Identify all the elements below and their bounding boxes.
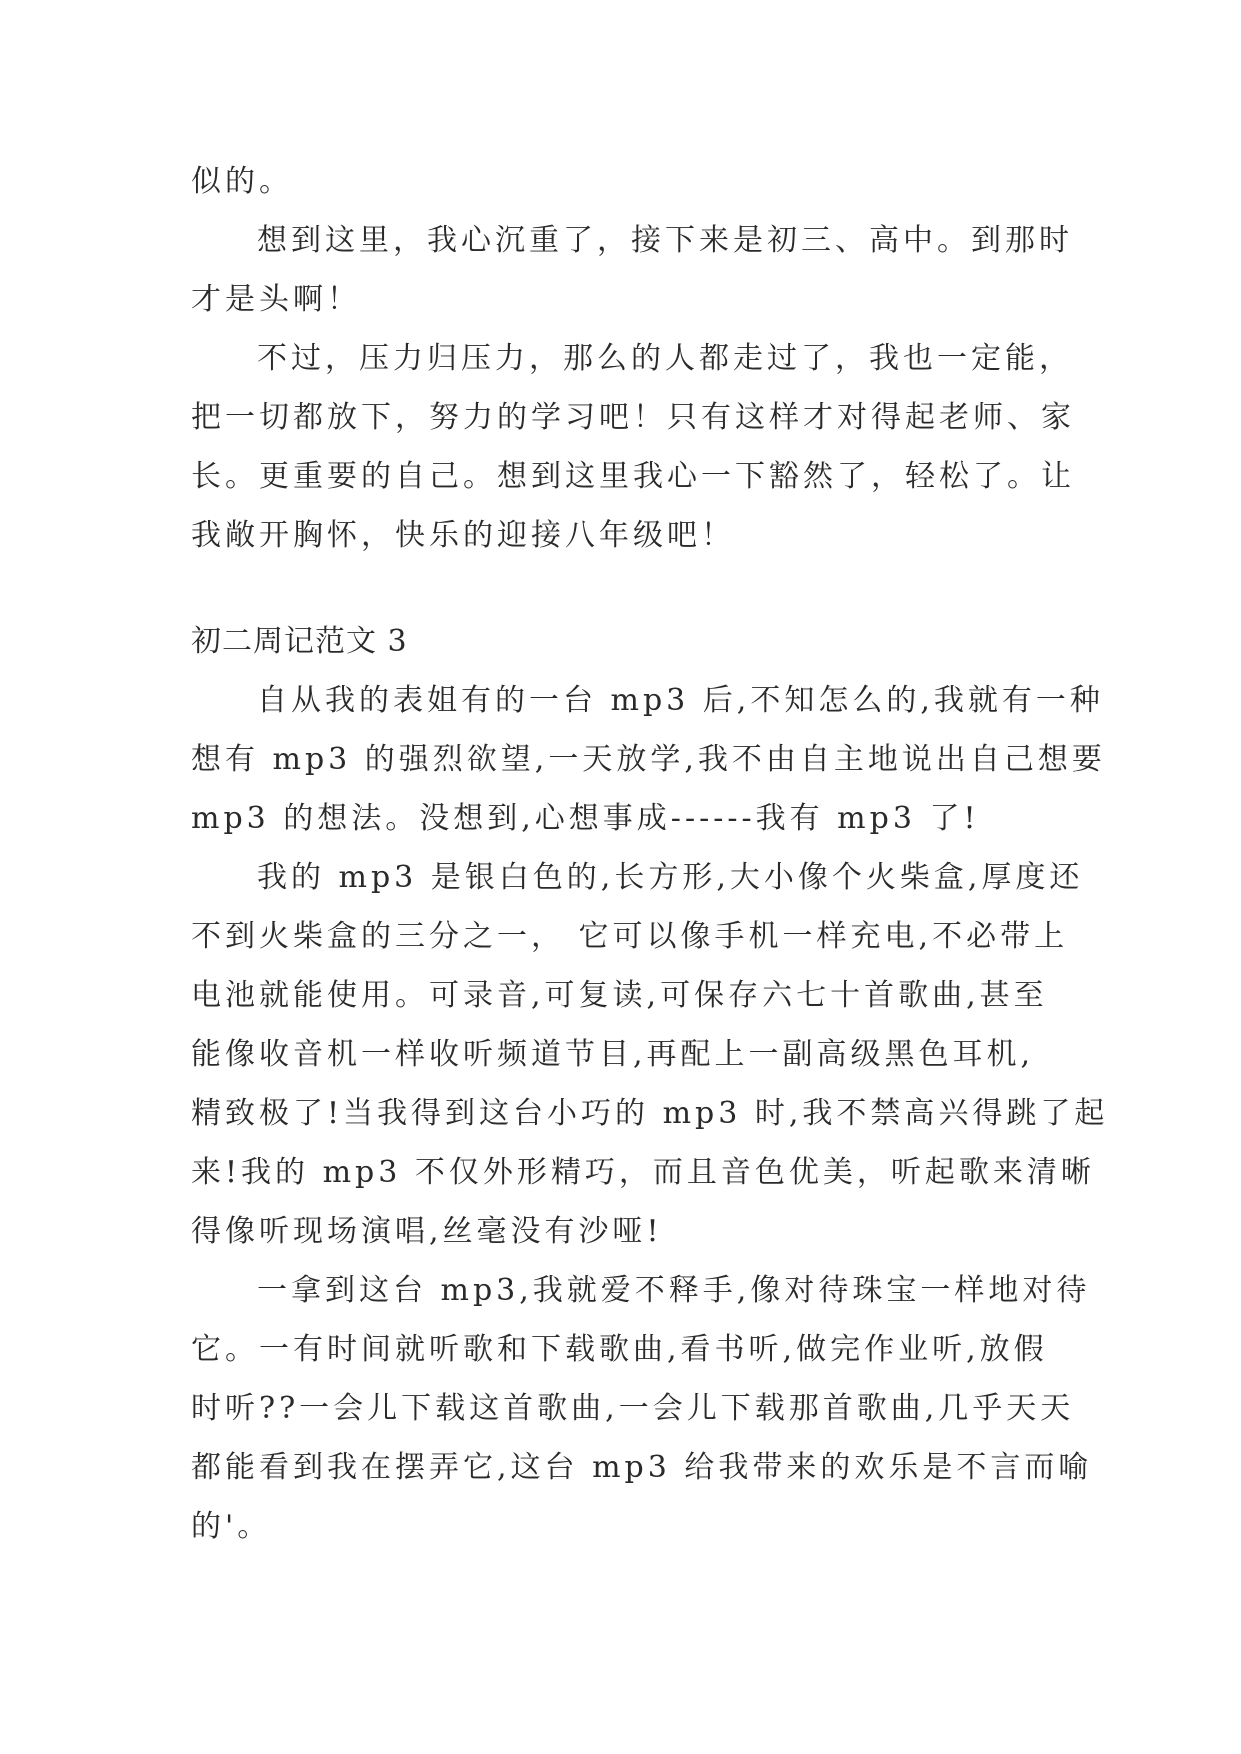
text-line: 似的。 xyxy=(191,164,293,199)
text-line: 想到这里，我心沉重了，接下来是初三、高中。到那时 xyxy=(257,223,1073,258)
text-line: 一拿到这台 mp3,我就爱不释手,像对待珠宝一样地对待 xyxy=(257,1273,1091,1308)
section-title: 初二周记范文 3 xyxy=(191,624,408,659)
text-line: 它。一有时间就听歌和下载歌曲,看书听,做完作业听,放假 xyxy=(191,1332,1048,1367)
text-line: 我的 mp3 是银白色的,长方形,大小像个火柴盒,厚度还 xyxy=(257,860,1084,895)
text-line: 能像收音机一样收听频道节目,再配上一副高级黑色耳机, xyxy=(191,1037,1035,1072)
text-line: mp3 的想法。没想到,心想事成------我有 mp3 了! xyxy=(191,801,980,836)
text-line: 不到火柴盒的三分之一， 它可以像手机一样充电,不必带上 xyxy=(191,919,1069,954)
essay-block-2 xyxy=(191,671,1109,1556)
text-line: 得像听现场演唱,丝毫没有沙哑! xyxy=(191,1214,663,1249)
text-line: 精致极了!当我得到这台小巧的 mp3 时,我不禁高兴得跳了起 xyxy=(191,1096,1109,1131)
text-line: 想有 mp3 的强烈欲望,一天放学,我不由自主地说出自己想要 xyxy=(191,742,1106,777)
text-line: 电池就能使用。可录音,可复读,可保存六七十首歌曲,甚至 xyxy=(191,978,1048,1013)
text-line: 都能看到我在摆弄它,这台 mp3 给我带来的欢乐是不言而喻 xyxy=(191,1450,1093,1485)
text-line: 把一切都放下，努力的学习吧！只有这样才对得起老师、家 xyxy=(191,400,1075,435)
essay-block-1 xyxy=(191,152,1075,565)
section-spacer xyxy=(191,565,1057,612)
text-line: 的'。 xyxy=(191,1509,272,1544)
text-line: 不过，压力归压力，那么的人都走过了，我也一定能， xyxy=(257,341,1073,376)
text-line: 才是头啊！ xyxy=(191,282,361,317)
text-line: 长。更重要的自己。想到这里我心一下豁然了，轻松了。让 xyxy=(191,459,1075,494)
text-line: 时听??一会儿下载这首歌曲,一会儿下载那首歌曲,几乎天天 xyxy=(191,1391,1075,1426)
text-line: 我敞开胸怀，快乐的迎接八年级吧！ xyxy=(191,518,735,553)
text-line: 自从我的表姐有的一台 mp3 后,不知怎么的,我就有一种 xyxy=(257,683,1104,718)
document-page xyxy=(191,152,1109,1556)
text-line: 来!我的 mp3 不仅外形精巧，而且音色优美，听起歌来清晰 xyxy=(191,1155,1095,1190)
